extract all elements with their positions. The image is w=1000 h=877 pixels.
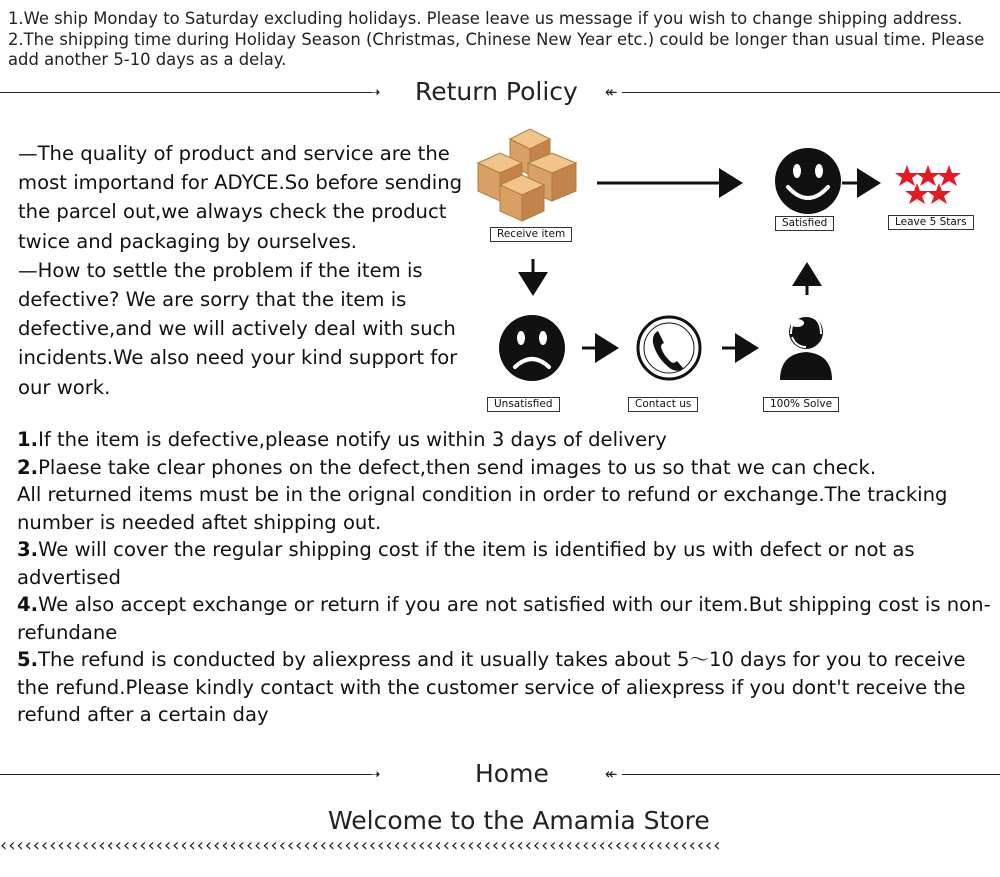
home-link[interactable]: Home	[475, 759, 549, 788]
policy-item-number: 2.	[17, 455, 39, 479]
policy-list	[17, 426, 997, 729]
policy-item-text: All returned items must be in the orignal condition in order to refund or exchange.The tracking number is needed aftet shipping out.	[17, 483, 948, 534]
label-receive-item: Receive item	[490, 227, 572, 242]
arrow-left-icon: ↞	[605, 83, 618, 101]
phone-icon	[638, 317, 700, 379]
policy-item-text: We will cover the regular shipping cost if the item is identified by us with defect or not as advertised	[17, 538, 915, 589]
parcel-boxes-icon	[478, 129, 576, 221]
policy-item	[17, 454, 997, 482]
divider-left	[0, 92, 372, 93]
shipping-note-2: 2.The shipping time during Holiday Season (Christmas, Chinese New Year etc.) could be longer than usual time. Please add another 5-10 days as a delay.	[8, 29, 985, 69]
label-leave-5-stars: Leave 5 Stars	[888, 215, 974, 230]
label-unsatisfied: Unsatisfied	[487, 397, 560, 412]
policy-item-text: Plaese take clear phones on the defect,then send images to us so that we can check.	[38, 455, 877, 479]
policy-item	[17, 426, 997, 454]
policy-item-number: 4.	[17, 593, 39, 616]
sad-face-icon	[499, 315, 565, 381]
home-divider-right	[622, 774, 1000, 775]
five-stars-icon	[895, 165, 961, 204]
chevron-border-icon: ‹‹‹‹‹‹‹‹‹‹‹‹‹‹‹‹‹‹‹‹‹‹‹‹‹‹‹‹‹‹‹‹‹‹‹‹‹‹‹‹‹‹‹‹‹‹‹‹‹‹‹‹‹‹‹‹‹‹‹‹‹‹‹‹‹‹‹‹‹‹‹‹‹‹‹‹‹‹‹‹‹‹‹‹‹‹‹‹	[0, 838, 722, 854]
policy-item	[17, 646, 997, 729]
support-agent-icon	[780, 315, 832, 380]
arrow-right-icon: ➝	[368, 765, 381, 783]
arrow-left-icon: ↞	[605, 765, 618, 783]
label-contact-us: Contact us	[628, 397, 698, 412]
label-satisfied: Satisfied	[775, 216, 834, 231]
welcome-title: Welcome to the Amamia Store	[328, 806, 710, 835]
return-policy-title: Return Policy	[415, 77, 578, 106]
intro-paragraph-2: —How to settle the problem if the item is defective? We are sorry that the item is defective,and we will actively deal with such incidents.We also need your kind support for our work.	[18, 258, 458, 399]
policy-item	[17, 591, 997, 646]
policy-item	[17, 481, 997, 536]
policy-item-text: The refund is conducted by aliexpress and it usually takes about 5～10 days for you to receive the refund.Please kindly contact with the customer service of aliexpress if you dont't receive the refund after a certain day	[17, 648, 966, 726]
policy-item-number: 5.	[17, 648, 39, 671]
policy-item-number: 1.	[17, 428, 39, 451]
shipping-note-1: 1.We ship Monday to Saturday excluding holidays. Please leave us message if you wish to change shipping address.	[8, 9, 963, 28]
shipping-notes	[8, 9, 998, 71]
return-flow-diagram	[470, 115, 1000, 425]
intro-paragraph-1: —The quality of product and service are the most importand for ADYCE.So before sending the parcel out,we always check the product twice and packaging by ourselves.	[18, 142, 463, 253]
return-intro	[18, 139, 488, 402]
arrow-right-icon: ➝	[368, 83, 381, 101]
policy-item-text: We also accept exchange or return if you are not satisfied with our item.But shipping cost is non-refundane	[17, 593, 991, 644]
policy-item-number: 3.	[17, 538, 39, 561]
policy-item-text: If the item is defective,please notify us within 3 days of delivery	[38, 428, 667, 451]
home-divider-left	[0, 774, 372, 775]
smiley-face-icon	[775, 148, 841, 214]
policy-item	[17, 536, 997, 591]
label-100-solve: 100% Solve	[763, 397, 839, 412]
divider-right	[622, 92, 1000, 93]
